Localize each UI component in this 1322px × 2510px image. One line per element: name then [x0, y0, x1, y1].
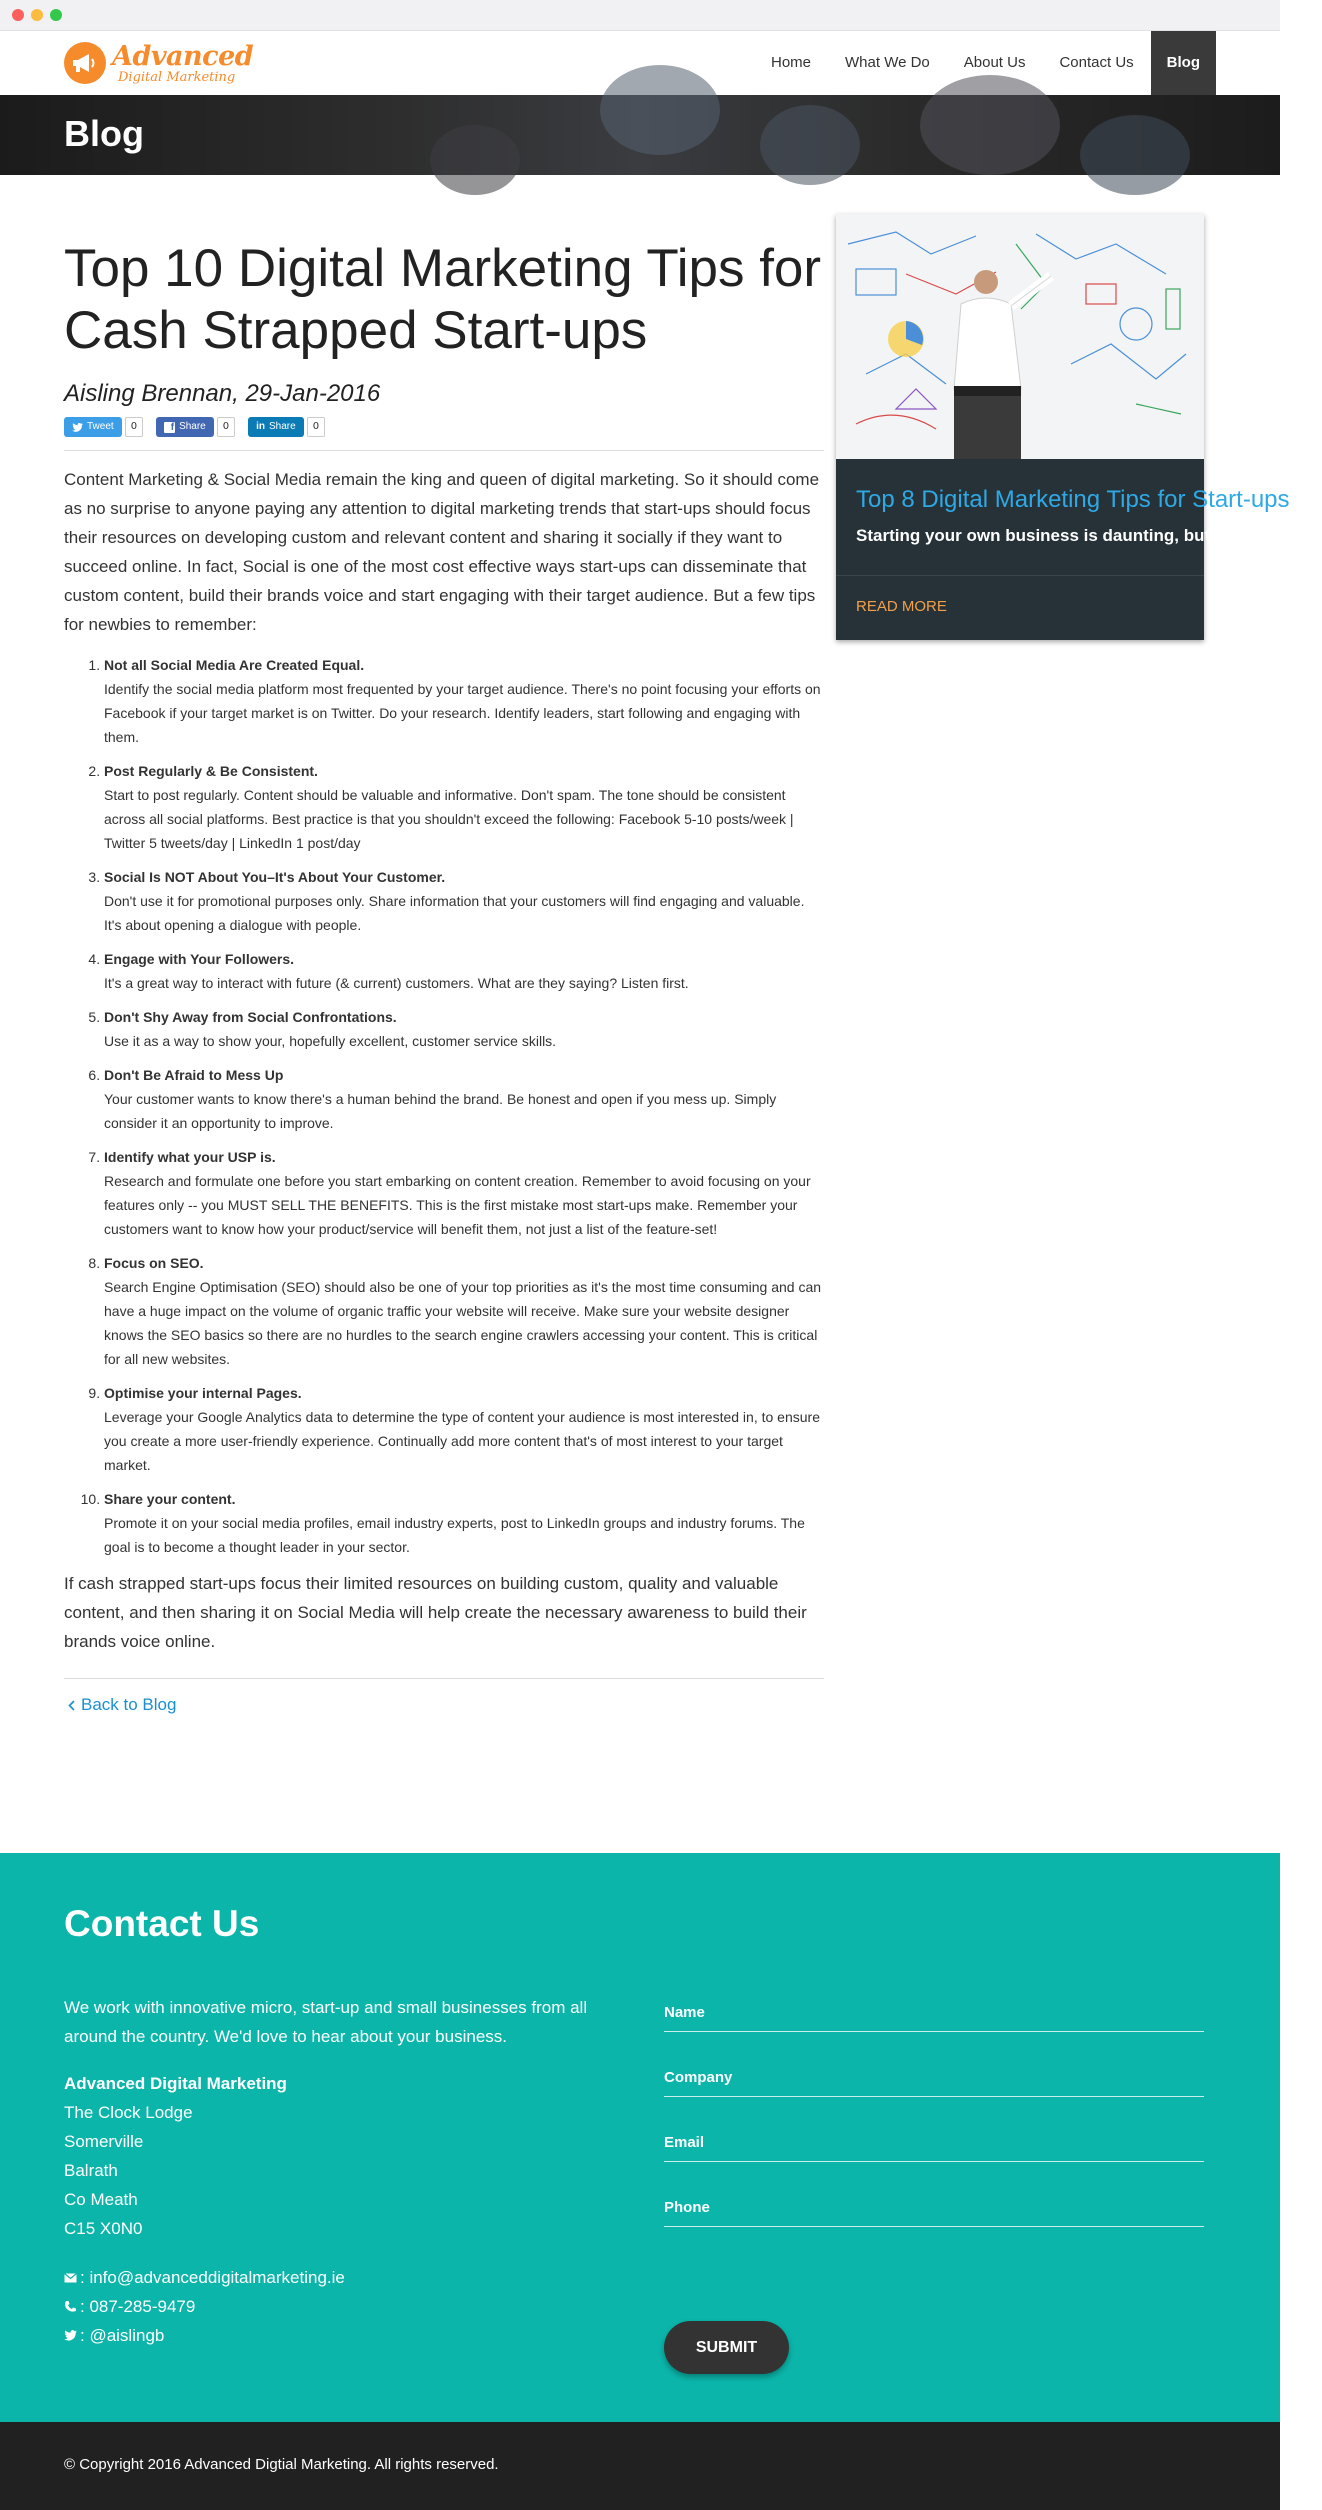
- list-item: 5. Don't Shy Away from Social Confrontations. Use it as a way to show your, hopefully excellent, customer service skills.: [104, 1005, 824, 1053]
- related-post-excerpt: Starting your own business is daunting, but with the right: [856, 526, 1322, 545]
- envelope-icon: [64, 2273, 78, 2283]
- browser-chrome: [0, 0, 1280, 31]
- page-banner: [0, 95, 1280, 175]
- list-item: 2. Post Regularly & Be Consistent. Start to post regularly. Content should be valuable and informative. Don't spam. The tone should be consistent across all social platforms. Best practice is that you shouldn't exceed the following: Facebook 5-10 posts/week | Twitter 5 tweets/day | LinkedIn 1 post/day: [104, 759, 824, 855]
- email-field-wrapper: [664, 2097, 1204, 2162]
- email-line[interactable]: : info@advanceddigitalmarketing.ie: [64, 2263, 345, 2292]
- nav-what-we-do[interactable]: What We Do: [845, 54, 930, 71]
- linkedin-count: 0: [307, 417, 325, 437]
- share-buttons: [64, 416, 824, 438]
- tweet-count: 0: [125, 417, 143, 437]
- name-field[interactable]: [664, 2004, 1204, 2021]
- nav-blog[interactable]: Blog: [1151, 31, 1216, 95]
- facebook-icon: f: [164, 422, 175, 433]
- phone-field-wrapper: [664, 2162, 1204, 2227]
- linkedin-share-button[interactable]: in Share: [248, 417, 304, 437]
- phone-icon: [64, 2300, 78, 2313]
- back-to-blog-link[interactable]: Back to Blog: [64, 1695, 176, 1715]
- company-field-wrapper: [664, 2032, 1204, 2097]
- contact-section: [0, 1853, 1280, 2422]
- list-item: 8. Focus on SEO. Search Engine Optimisation (SEO) should also be one of your top priorities as it's the most time consuming and can have a huge impact on the volume of organic traffic your website will receive. Make sure your website designer knows the SEO basics so there are no hurdles to the search engine crawlers accessing your content. This is critical for all new websites.: [104, 1251, 824, 1371]
- contact-form: [664, 1990, 1204, 2356]
- facebook-count: 0: [217, 417, 235, 437]
- related-post-title[interactable]: Top 8 Digital Marketing Tips for Start-ups: [856, 486, 1290, 513]
- postal-address: Advanced Digital Marketing The Clock Lodge Somerville Balrath Co Meath C15 X0N0: [64, 2074, 287, 2238]
- linkedin-icon: in: [256, 421, 266, 432]
- page-title: Blog: [64, 113, 144, 154]
- tips-list: [64, 653, 824, 1559]
- contact-intro: We work with innovative micro, start-up and small businesses from all around the country. We'd love to hear about your business.: [64, 1998, 588, 2046]
- phone-field[interactable]: [664, 2199, 1204, 2216]
- phone-line[interactable]: : 087-285-9479: [64, 2292, 345, 2321]
- twitter-icon: [64, 2330, 78, 2341]
- related-post-card[interactable]: [836, 214, 1322, 640]
- facebook-share-button[interactable]: f Share: [156, 417, 214, 437]
- logo-tagline: Digital Marketing: [118, 69, 236, 85]
- post-conclusion: If cash strapped start-ups focus their limited resources on building custom, quality and valuable content, and then sharing it on Social Media will help create the necessary awareness to build their brands voice online.: [64, 1574, 807, 1651]
- contact-details: [64, 2263, 345, 2350]
- company-field[interactable]: [664, 2069, 1204, 2086]
- maximize-window-button[interactable]: [50, 9, 62, 21]
- related-post-image: [836, 214, 1204, 459]
- list-item: 4. Engage with Your Followers. It's a great way to interact with future (& current) customers. What are they saying? Listen first.: [104, 947, 824, 995]
- divider: [64, 1678, 824, 1679]
- minimize-window-button[interactable]: [31, 9, 43, 21]
- twitter-line[interactable]: : @aislingb: [64, 2321, 345, 2350]
- site-footer: [0, 2422, 1280, 2510]
- divider: [64, 450, 824, 451]
- megaphone-icon: [64, 42, 106, 84]
- close-window-button[interactable]: [12, 9, 24, 21]
- list-item: 3. Social Is NOT About You–It's About Your Customer. Don't use it for promotional purposes only. Share information that your customers will find engaging and valuable. It's about opening a dialogue with people.: [104, 865, 824, 937]
- list-item: 9. Optimise your internal Pages. Leverage your Google Analytics data to determine the type of content your audience is most interested in, to ensure you create a more user-friendly experience. Continually add more content that's of most interest to your target market.: [104, 1381, 824, 1477]
- read-more-link[interactable]: READ MORE: [856, 598, 947, 615]
- tweet-button[interactable]: Tweet: [64, 417, 122, 437]
- list-item: 1. Not all Social Media Are Created Equal. Identify the social media platform most frequented by your target audience. There's no point focusing your efforts on Facebook if your target market is on Twitter. Do your research. Identify leaders, start following and engaging with them.: [104, 653, 824, 749]
- nav-home[interactable]: Home: [771, 54, 812, 71]
- post-title: Top 10 Digital Marketing Tips for Cash Strapped Start-ups: [64, 239, 822, 360]
- post-byline: Aisling Brennan, 29-Jan-2016: [64, 380, 381, 407]
- logo-wordmark: Advanced: [112, 40, 254, 72]
- list-item: 6. Don't Be Afraid to Mess Up Your customer wants to know there's a human behind the brand. Be honest and open if you mess up. Simply consider it an opportunity to improve.: [104, 1063, 824, 1135]
- copyright-text: © Copyright 2016 Advanced Digtial Marketing. All rights reserved.: [64, 2456, 499, 2473]
- email-field[interactable]: [664, 2134, 1204, 2151]
- divider: [836, 575, 1204, 576]
- chevron-left-icon: [68, 1700, 75, 1711]
- nav-contact-us[interactable]: Contact Us: [1059, 54, 1134, 71]
- site-logo[interactable]: [64, 41, 253, 85]
- post-intro: Content Marketing & Social Media remain the king and queen of digital marketing. So it should come as no surprise to anyone paying any attention to digital marketing trends that start-ups should focus their resources on developing custom and relevant content and sharing it socially if they want to succeed online. In fact, Social is one of the most cost effective ways start-ups can disseminate that custom content, build their brands voice and start engaging with their target audience. But a few tips for newbies to remember:: [64, 470, 820, 634]
- twitter-icon: [72, 423, 83, 432]
- blog-post: [64, 214, 824, 1715]
- name-field-wrapper: [664, 1990, 1204, 2032]
- nav-about-us[interactable]: About Us: [963, 54, 1026, 71]
- list-item: 10. Share your content. Promote it on your social media profiles, email industry experts, post to LinkedIn groups and industry forums. The goal is to become a thought leader in your sector.: [104, 1487, 824, 1559]
- contact-title: Contact Us: [64, 1903, 260, 1944]
- submit-button[interactable]: SUBMIT: [664, 2321, 789, 2374]
- list-item: 7. Identify what your USP is. Research and formulate one before you start embarking on content creation. Remember to avoid focusing on your features only -- you MUST SELL THE BENEFITS. This is the first mistake most start-ups make. Remember your customers want to know how your product/service will benefit them, not just a list of the feature-set!: [104, 1145, 824, 1241]
